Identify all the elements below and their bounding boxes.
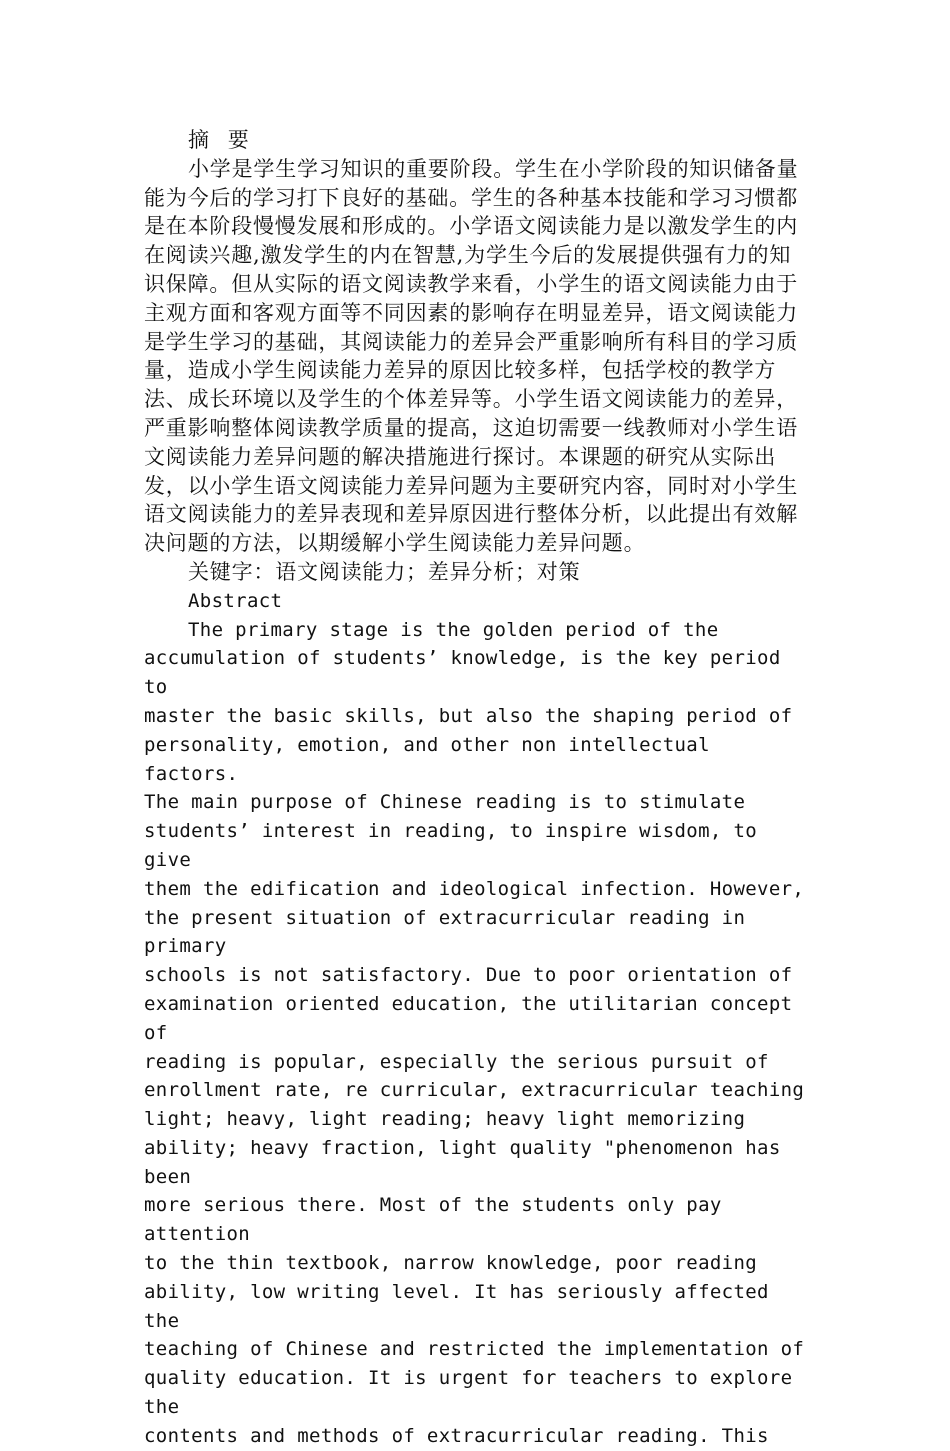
abstract-en-heading: Abstract [188, 589, 283, 612]
document-content [144, 126, 808, 1451]
abstract-cn-heading: 摘 要 [188, 128, 250, 152]
abstract-en-body: The primary stage is the golden period of the accumulation of students’ knowledge, is the key period to master the basic skills, but also the shaping period of personality, emotion, and other non intellectual factors. The main purpose of Chinese reading is to stimulate students’ interest in reading, to inspire wisdom, to give them the edification and ideological infection. However, the present situation of extracurricular reading in primary schools is not satisfactory. Due to poor orientation of examination oriented education, the utilitarian concept of reading is popular, especially the serious pursuit of enrollment rate, re curricular, extracurricular teaching light; heavy, light reading; heavy light memorizing ability; heavy fraction, light quality "phenomenon has been more serious there. Most of the students only pay attention to the thin textbook, narrow knowledge, poor reading ability, low writing level. It has seriously affected the teaching of Chinese and restricted the implementation of quality education. It is urgent for teachers to explore the contents and methods of extracurricular reading. This [144, 618, 805, 1447]
abstract-cn-body: 小学是学生学习知识的重要阶段。学生在小学阶段的知识储备量能为今后的学习打下良好的基础。学生的各种基本技能和学习习惯都是在本阶段慢慢发展和形成的。小学语文阅读能力是以激发学生的内在阅读兴趣,激发学生的内在智慧,为学生今后的发展提供强有力的知识保障。但从实际的语文阅读教学来看，小学生的语文阅读能力由于主观方面和客观方面等不同因素的影响存在明显差异，语文阅读能力是学生学习的基础，其阅读能力的差异会严重影响所有科目的学习质量，造成小学生阅读能力差异的原因比较多样，包括学校的教学方法、成长环境以及学生的个体差异等。小学生语文阅读能力的差异，严重影响整体阅读教学质量的提高，这迫切需要一线教师对小学生语文阅读能力差异问题的解决措施进行探讨。本课题的研究从实际出发，以小学生语文阅读能力差异问题为主要研究内容，同时对小学生语文阅读能力的差异表现和差异原因进行整体分析，以此提出有效解决问题的方法，以期缓解小学生阅读能力差异问题。 [144, 156, 799, 556]
abstract-cn-keywords: 关键字：语文阅读能力；差异分析；对策 [188, 559, 581, 584]
